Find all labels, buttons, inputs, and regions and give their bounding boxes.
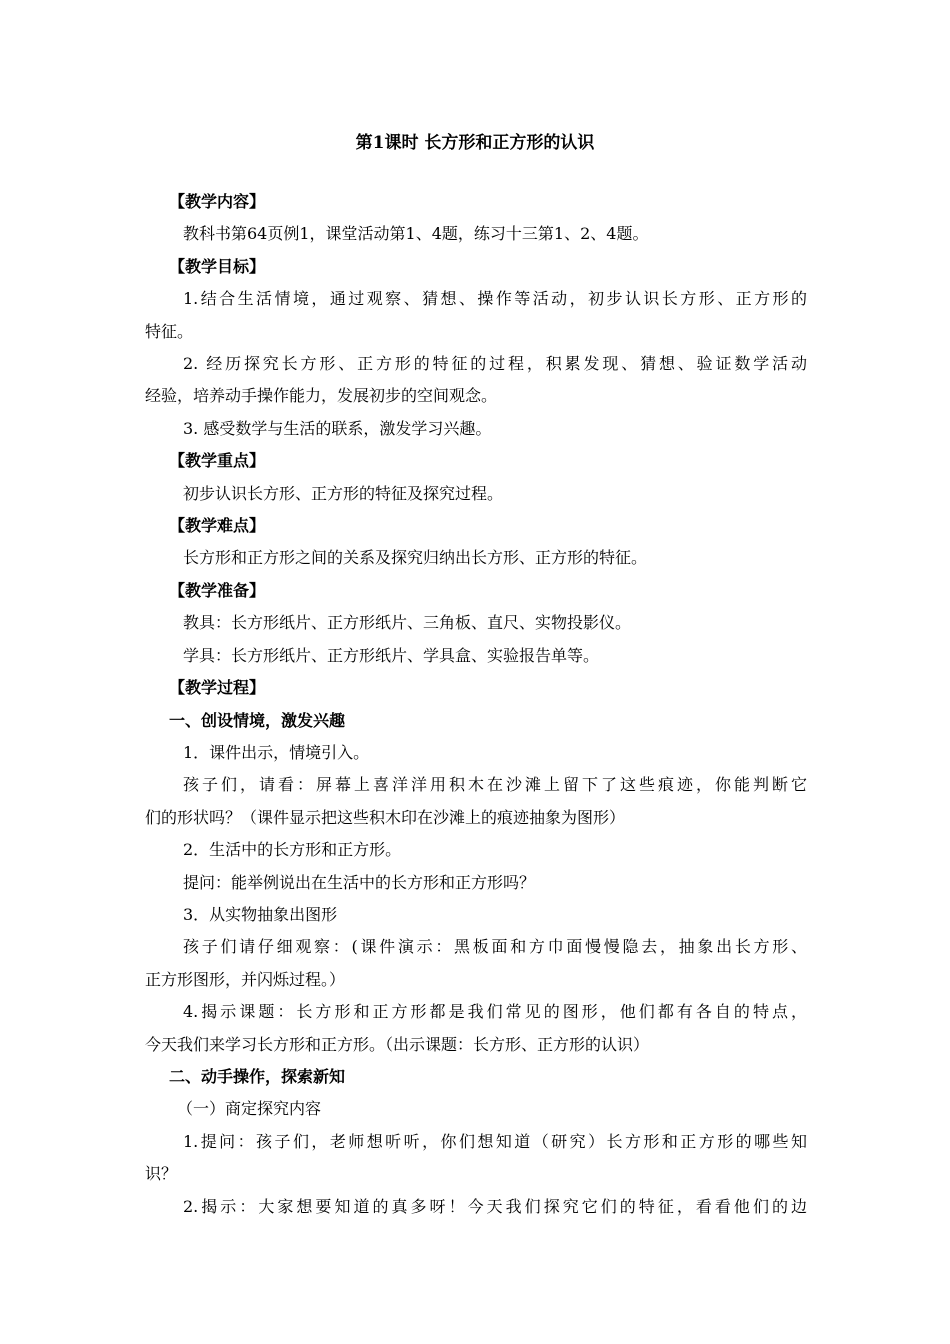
section-heading: 一、创设情境，激发兴趣	[169, 710, 346, 730]
paragraph-line: 长方形和正方形之间的关系及探究归纳出长方形、正方形的特征。	[183, 548, 648, 568]
lesson-body	[145, 186, 807, 1223]
paragraph-line: 学具：长方形纸片、正方形纸片、学具盒、实验报告单等。	[183, 645, 600, 665]
paragraph-line: 孩子们，请看：屏幕上喜洋洋用积木在沙滩上留下了这些痕迹，你能判断它	[183, 775, 807, 795]
section-heading: 【教学目标】	[169, 256, 266, 276]
paragraph-line: 提问：能举例说出在生活中的长方形和正方形吗？	[183, 872, 536, 892]
paragraph-line: 2．生活中的长方形和正方形。	[183, 840, 402, 860]
paragraph-line: 经验，培养动手操作能力，发展初步的空间观念。	[145, 386, 498, 406]
paragraph-line: 1.结合生活情境，通过观察、猜想、操作等活动，初步认识长方形、正方形的	[183, 289, 807, 309]
paragraph-line: 教具：长方形纸片、正方形纸片、三角板、直尺、实物投影仪。	[183, 613, 632, 633]
paragraph-line: 4.揭示课题：长方形和正方形都是我们常见的图形，他们都有各自的特点，	[183, 1002, 807, 1022]
section-heading: 【教学过程】	[169, 678, 266, 698]
paragraph-line: 们的形状吗？（课件显示把这些积木印在沙滩上的痕迹抽象为图形）	[145, 807, 626, 827]
paragraph-line: 3. 感受数学与生活的联系，激发学习兴趣。	[183, 418, 492, 438]
paragraph-line: 识？	[145, 1164, 178, 1184]
paragraph-line: 3．从实物抽象出图形	[183, 904, 338, 924]
paragraph-line: （一）商定探究内容	[177, 1099, 322, 1119]
paragraph-line: 特征。	[145, 321, 194, 341]
paragraph-line: 教科书第64页例1，课堂活动第1、4题，练习十三第1、2、4题。	[183, 224, 649, 244]
section-heading: 【教学内容】	[169, 192, 266, 211]
section-heading: 【教学准备】	[169, 580, 266, 600]
paragraph-line: 2. 经历探究长方形、正方形的特征的过程，积累发现、猜想、验证数学活动	[183, 354, 807, 374]
section-heading: 二、动手操作，探索新知	[169, 1066, 346, 1086]
paragraph-line: 1．课件出示，情境引入。	[183, 742, 370, 762]
lesson-title: 第1课时 长方形和正方形的认识	[355, 133, 595, 153]
section-heading: 【教学重点】	[169, 451, 266, 471]
section-heading: 【教学难点】	[169, 516, 266, 536]
paragraph-line: 今天我们来学习长方形和正方形。（出示课题：长方形、正方形的认识）	[145, 1034, 650, 1054]
paragraph-line: 初步认识长方形、正方形的特征及探究过程。	[183, 483, 504, 503]
paragraph-line: 孩子们请仔细观察：(课件演示：黑板面和方巾面慢慢隐去，抽象出长方形、	[183, 937, 807, 957]
paragraph-line: 1.提问：孩子们，老师想听听，你们想知道（研究）长方形和正方形的哪些知	[183, 1131, 807, 1151]
paragraph-line: 正方形图形，并闪烁过程。）	[145, 969, 346, 989]
paragraph-line: 2.揭示：大家想要知道的真多呀！今天我们探究它们的特征，看看他们的边	[183, 1196, 807, 1216]
